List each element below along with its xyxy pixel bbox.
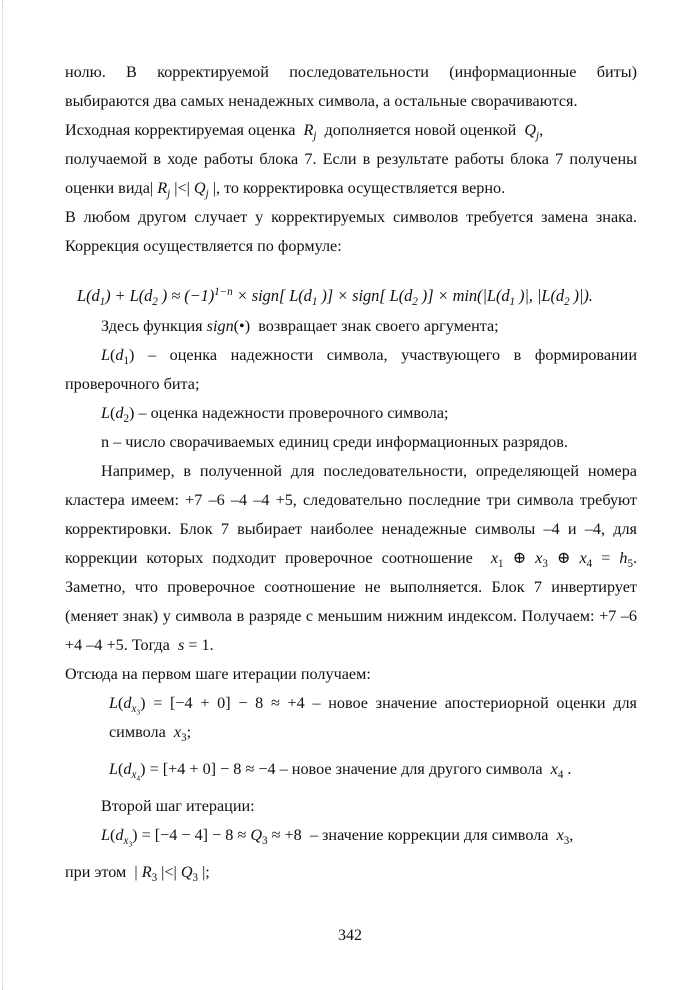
paragraph-second-step: Второй шаг итерации: [101, 797, 255, 815]
paragraph-first-step: Отсюда на первом шаге итерации получаем: [65, 665, 371, 683]
paragraph-4: В любом другом случает у корректируемых символов требуется замена знака. Коррекция осуществляется по формуле: [65, 208, 637, 255]
document-body [65, 58, 637, 887]
equation-x3-second: $L(d_{x_3}) = [-4 - 4] - 8 \approx Q_3 \approx +8$ – значение коррекции для символа $x_3$, [101, 826, 574, 849]
equation-x4: $L(d_{x_4}) = [+4 + 0] - 8 \approx -4$ – новое значение для другого символа $x_4$ . [109, 760, 572, 783]
page-edge-dotted [2, 0, 3, 990]
paragraph-2: Исходная корректируемая оценка $R_j$ дополняется новой оценкой $Q_j$, [65, 121, 544, 142]
paragraph-example: Например, в полученной для последовательности, определяющей номера кластера имеем: +7 –6 –4 –4 +5, следовательно последние три символа требуют корректировки. Блок 7 выбирает наиболее ненадежные символы –4 и –4, для коррекции которых подходит проверочное соотношение $x_1$ ⊕ $x_3$ ⊕ $x_4 = h_5$. Заметно, что проверочное соотношение не выполняется. Блок 7 инвертирует (меняет знак) у символа в разряде с меньшим нижним индексом. Получаем: +7 –6 +4 –4 +5. Тогда s = 1. [65, 462, 637, 654]
paragraph-3: получаемой в ходе работы блока 7. Если в результате работы блока 7 получены оценки вида| $R_j$ |<| $Q_j$ |, то корректировка осуществляется верно. [65, 150, 637, 200]
page-number: 342 [338, 927, 362, 944]
paragraph-sign-function: Здесь функция sign(•) возвращает знак своего аргумента; [101, 317, 499, 335]
paragraph-1: нолю. В корректируемой последовательности (информационные биты) выбираются два самых ненадежных символа, а остальные сворачиваются. [65, 63, 637, 110]
correction-formula: $L(d_1) + L(d_2$ ) ≈ $(-1)^{1-n}$ × sign[ $L(d_1$ )] × sign[ $L(d_2$ )] × $\min(|L(d_1$ )|, $|L(d_2$ )|). [77, 285, 593, 308]
equation-x3: $L(d_{x_3}) = [-4 + 0] - 8 \approx +4$ – новое значение апостериорной оценки для символа $x_3$; [109, 694, 638, 744]
paragraph-ld2: $L(d_2)$ – оценка надежности проверочного символа; [101, 404, 449, 425]
paragraph-n: n – число сворачиваемых единиц среди информационных разрядов. [101, 433, 568, 451]
paragraph-condition: при этом | $R_3$ |<| $Q_3$ |; [65, 863, 210, 884]
paragraph-ld1: $L(d_1)$ – оценка надежности символа, участвующего в формировании проверочного бита; [65, 346, 637, 393]
